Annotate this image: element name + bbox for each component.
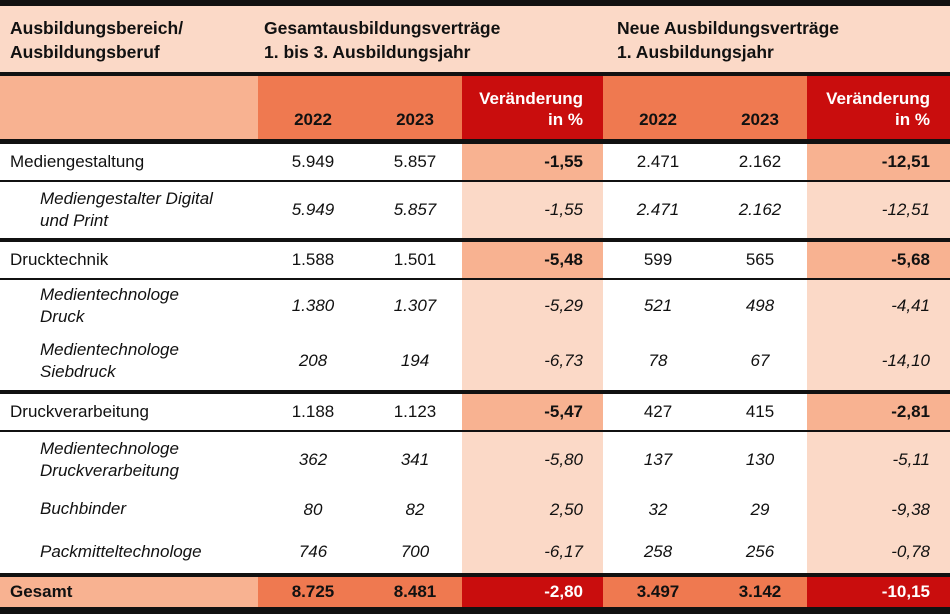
value-total-2023: 8.481 [368, 577, 462, 607]
value-new-2022: 521 [643, 296, 673, 315]
value-total-2022: 5.949 [291, 152, 335, 171]
value-total-change: -6,17 [462, 531, 603, 573]
group-header-new-contracts: Neue Ausbildungsverträge 1. Ausbildungsjahr [617, 18, 840, 62]
value-total-2023: 194 [400, 351, 430, 370]
value-new-2022: 2.471 [636, 152, 680, 171]
value-total-2022: 362 [298, 450, 328, 469]
value-new-change: -12,51 [807, 144, 950, 180]
table-row-drucktechnik [0, 242, 950, 278]
value-total-2023: 1.501 [393, 250, 437, 269]
value-total-2022: 80 [303, 499, 323, 519]
value-total-2022: 1.588 [291, 250, 335, 269]
value-new-2022: 427 [643, 402, 673, 421]
category-label: Mediengestaltung [10, 152, 145, 171]
value-total-2023: 5.857 [393, 152, 437, 171]
value-new-change: -5,68 [807, 242, 950, 278]
value-new-2023: 2.162 [738, 152, 782, 171]
table-row-packmitteltechnologe [0, 531, 950, 573]
value-new-2022: 137 [643, 450, 673, 469]
value-total-change: -1,55 [462, 182, 603, 238]
value-new-2022: 2.471 [636, 200, 680, 219]
value-new-change: -0,78 [807, 531, 950, 573]
bottom-border-bar [0, 607, 950, 614]
group-header-total-contracts: Gesamtausbildungsverträge 1. bis 3. Ausbildungsjahr [264, 18, 501, 62]
value-new-2023: 565 [745, 250, 775, 269]
value-total-2023: 1.307 [393, 296, 437, 315]
value-new-2023: 67 [750, 351, 770, 370]
value-new-change: -9,38 [807, 488, 950, 531]
value-total-change: -5,47 [462, 394, 603, 430]
value-new-2023: 2.162 [738, 200, 782, 219]
value-new-2023: 256 [745, 542, 775, 561]
value-new-2023: 130 [745, 450, 775, 469]
table-row-mt-siebdruck [0, 332, 950, 390]
value-total-change: 2,50 [462, 488, 603, 531]
value-new-2023: 3.142 [713, 577, 807, 607]
table-row-mt-druckverarbeitung [0, 432, 950, 488]
value-total-2023: 5.857 [393, 200, 437, 219]
value-total-2023: 82 [405, 499, 425, 519]
value-new-change: -10,15 [807, 577, 950, 607]
value-new-change: -2,81 [807, 394, 950, 430]
table-row-gesamt [0, 577, 950, 607]
value-total-change: -5,48 [462, 242, 603, 278]
value-total-change: -6,73 [462, 332, 603, 390]
value-new-2023: 498 [745, 296, 775, 315]
sub-category-label: Packmitteltechnologe [40, 541, 202, 561]
col-header-total-2023: 2023 [368, 76, 462, 139]
value-new-change: -5,11 [807, 432, 950, 488]
sub-category-label: Medientechnologe Siebdruck [40, 339, 179, 381]
col-header-total-change: Veränderung in % [462, 76, 603, 139]
table-row-mediengestaltung [0, 144, 950, 180]
row-label-header: Ausbildungsbereich/ Ausbildungsberuf [10, 18, 184, 62]
table-row-mediengestalter [0, 182, 950, 238]
table-row-mt-druck [0, 280, 950, 332]
value-total-2023: 1.123 [393, 402, 437, 421]
value-new-2022: 78 [648, 351, 668, 370]
value-new-2023: 415 [745, 402, 775, 421]
value-total-2023: 341 [400, 450, 430, 469]
value-total-2022: 208 [298, 351, 328, 370]
value-new-2022: 258 [643, 542, 673, 561]
value-total-2023: 700 [400, 542, 430, 561]
value-total-2022: 1.188 [291, 402, 335, 421]
category-label: Drucktechnik [10, 250, 109, 269]
empty-header-cell [0, 76, 258, 139]
value-new-change: -14,10 [807, 332, 950, 390]
value-new-change: -4,41 [807, 280, 950, 332]
col-header-new-2023: 2023 [713, 76, 807, 139]
value-total-change: -2,80 [462, 577, 603, 607]
value-total-change: -5,80 [462, 432, 603, 488]
value-total-2022: 5.949 [291, 200, 335, 219]
table-header-columns [0, 76, 950, 139]
value-total-change: -1,55 [462, 144, 603, 180]
value-new-2022: 599 [643, 250, 673, 269]
value-new-2022: 3.497 [603, 577, 713, 607]
sub-category-label: Medientechnologe Druckverarbeitung [40, 438, 179, 480]
sub-category-label: Buchbinder [40, 499, 127, 519]
value-new-2023: 29 [750, 499, 770, 519]
col-header-new-2022: 2022 [603, 76, 713, 139]
table-header-groups [0, 6, 950, 72]
value-total-change: -5,29 [462, 280, 603, 332]
sub-category-label: Medientechnologe Druck [40, 284, 179, 326]
category-label: Druckverarbeitung [10, 402, 149, 421]
total-label: Gesamt [0, 577, 258, 607]
table-row-druckverarbeitung [0, 394, 950, 430]
col-header-total-2022: 2022 [258, 76, 368, 139]
col-header-new-change: Veränderung in % [807, 76, 950, 139]
value-new-change: -12,51 [807, 182, 950, 238]
table-row-buchbinder [0, 488, 950, 531]
sub-category-label: Mediengestalter Digital und Print [40, 188, 213, 230]
value-new-2022: 32 [648, 499, 668, 519]
value-total-2022: 8.725 [258, 577, 368, 607]
value-total-2022: 746 [298, 542, 328, 561]
value-total-2022: 1.380 [291, 296, 335, 315]
